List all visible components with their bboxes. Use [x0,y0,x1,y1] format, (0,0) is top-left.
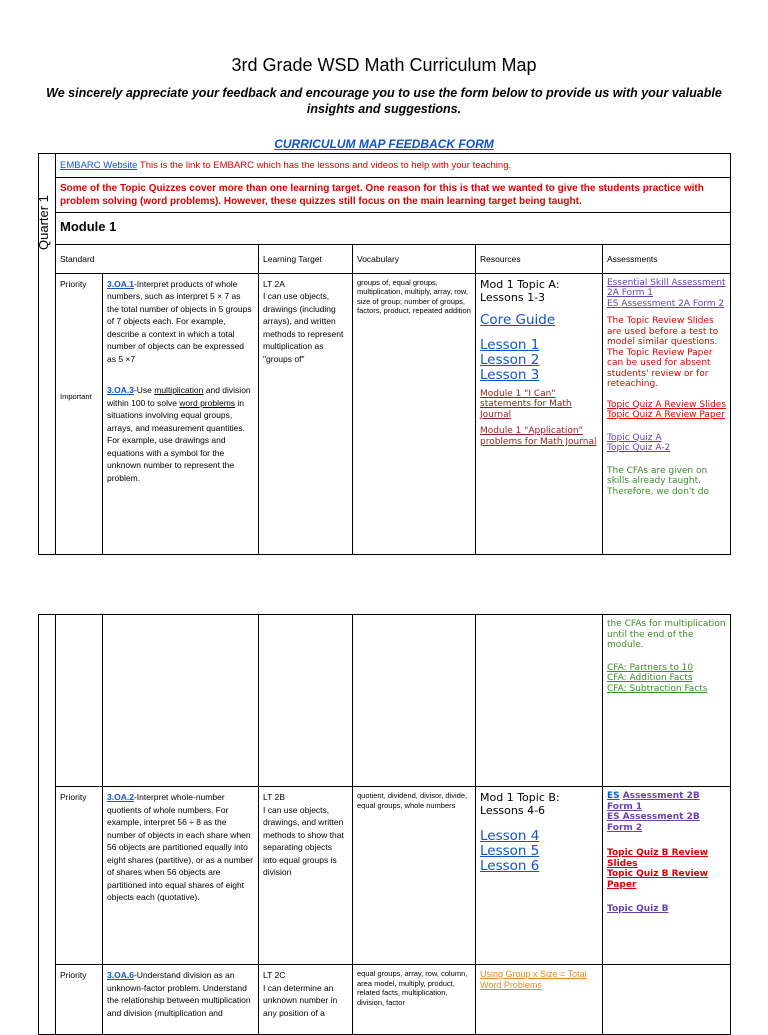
page-title: 3rd Grade WSD Math Curriculum Map [231,55,537,75]
resources-cell [476,273,603,554]
standard-3oa6-link[interactable]: 3.OA.6 [107,970,134,980]
i-can-statements-link[interactable]: Module 1 "I Can" statements for Math Journal [480,388,572,420]
standard-3oa2-link[interactable]: 3.OA.2 [107,792,134,802]
standard-3oa3: 3.OA.3-Use multiplication and division within 100 to solve word problems in situations involving equal groups, arrays, and measurement quantities. For example, use drawings and equations with a symbol for the unknown number to represent the problem. [107,385,251,483]
assessments-cell [603,273,731,554]
lesson-4-link[interactable]: Lesson 4 [480,828,540,844]
review-slides-note: The Topic Review Slides are used before a test to model similar questions. The Topic Review Paper can be used for absent students' review or for reteaching. [607,316,719,390]
quarter-label: Quarter 1 [36,195,51,250]
topic-quiz-b-review-slides-link[interactable]: Topic Quiz B Review Slides [607,848,709,869]
vocabulary-cell: groups of, equal groups, multiplication, multiply, array, row, size of group; number of groups, factors, product, repeated addition [353,273,476,554]
learning-target-cell-3 [259,965,353,1035]
important-label: Important [60,391,92,401]
lt-code: LT 2A [263,278,285,289]
priority-cell-3: Priority [56,965,103,1035]
curriculum-table-2 [38,614,731,1035]
topic-quiz-a2-link[interactable]: Topic Quiz A-2 [607,443,671,454]
es-assessment-2a-form2-link[interactable]: ES Assessment 2A Form 2 [607,298,725,309]
topic-quiz-a-review-slides-link[interactable]: Topic Quiz A Review Slides [607,399,727,410]
assessments-cell-continued [603,615,731,787]
word-problems-link[interactable]: word problems [179,397,236,408]
core-guide-link[interactable]: Core Guide [480,311,556,328]
resource-topic-2: Mod 1 Topic B: Lessons 4-6 [480,791,560,817]
resources-cell-3 [476,965,603,1035]
standard-3oa1-link[interactable]: 3.OA.1 [107,278,134,289]
application-problems-link[interactable]: Module 1 "Application" problems for Math Journal [480,426,597,447]
vocabulary-cell-2: quotient, dividend, divisor, divide, equal groups, whole numbers [353,787,476,965]
learning-target-cell-2 [259,787,353,965]
resource-topic: Mod 1 Topic A: Lessons 1-3 [480,277,560,304]
learning-target-cell [259,273,353,554]
embarc-link[interactable]: EMBARC Website [60,160,138,171]
lesson-6-link[interactable]: Lesson 6 [480,858,540,874]
header-vocabulary: Vocabulary [353,245,476,273]
lesson-5-link[interactable]: Lesson 5 [480,843,540,859]
cfa-note: The CFAs are given on skills already taught. Therefore, we don't do [607,465,709,497]
header-standard: Standard [56,245,259,273]
curriculum-table-1 [38,153,731,555]
quarter-cell-continued [39,615,56,1035]
priority-cell [56,273,103,554]
cfa-partners-link[interactable]: CFA: Partners to 10 [607,662,694,673]
priority-label: Priority [60,278,87,289]
lt-text-2: I can use objects, drawings, and written methods to show that separating objects into equal groups is division [263,804,344,877]
header-learning-target: Learning Target [259,245,353,273]
topic-quiz-a-link[interactable]: Topic Quiz A [607,432,662,443]
standard-cell [103,273,259,554]
assessments-cell-3 [603,965,731,1035]
es-assessment-2a-form1-link[interactable]: Essential Skill Assessment 2A Form 1 [607,277,726,299]
lt-code-3: LT 2C [263,970,286,980]
module-title: Module 1 [56,213,731,245]
standard-cell-2: 3.OA.2-Interpret whole-number quotients of whole numbers. For example, interpret 56 ÷ 8 as the number of objects in each share when 56 objects are partitioned equally into eight shares (partitive), or as a number of shares when 56 objects are partitioned into equal shares of eight objects each (quotative). [103,787,259,965]
lt-text: I can use objects, drawings (including arrays), and written methods to represent multiplication as "groups of" [263,291,344,364]
standard-3oa3-link[interactable]: 3.OA.3 [107,385,134,396]
lesson-3-link[interactable]: Lesson 3 [480,366,540,383]
lt-text-3: I can determine an unknown number in any position of a [263,982,338,1018]
lt-code-2: LT 2B [263,792,285,802]
header-assessments: Assessments [603,245,731,273]
resources-cell-2 [476,787,603,965]
topic-quiz-b-link[interactable]: Topic Quiz B [607,904,669,914]
lesson-1-link[interactable]: Lesson 1 [480,336,540,353]
feedback-form-link[interactable]: CURRICULUM MAP FEEDBACK FORM [274,137,494,151]
topic-quiz-b-review-paper-link[interactable]: Topic Quiz B Review Paper [607,869,709,890]
topic-quiz-a-review-paper-link[interactable]: Topic Quiz A Review Paper [607,410,725,421]
es-link-2b[interactable]: ES [607,791,620,801]
assessments-cell-2 [603,787,731,965]
quarter-label-cell [36,154,56,555]
vocabulary-cell-3: equal groups, array, row, column, area model, multiply, product, related facts, multiplication, division, factor [353,965,476,1035]
multiplication-link[interactable]: multiplication [154,385,204,396]
group-size-total-link[interactable]: Using Group x Size = Total Word Problems [480,969,587,990]
es-assessment-2b-form2-link[interactable]: ES Assessment 2B Form 2 [607,812,700,833]
lesson-2-link[interactable]: Lesson 2 [480,351,540,368]
page-subtitle: We sincerely appreciate your feedback and encourage you to use the form below to provide us with your valuable insights and suggestions. [46,86,722,116]
priority-cell-2: Priority [56,787,103,965]
embarc-row [56,154,731,178]
header-resources: Resources [476,245,603,273]
cfa-subtraction-link[interactable]: CFA: Subtraction Facts [607,683,708,694]
es-assessment-2b-form1-link[interactable]: Assessment 2B Form 1 [607,791,700,812]
notice-row: Some of the Topic Quizzes cover more than one learning target. One reason for this is that we wanted to give the students practice with problem solving (word problems). However, these quizzes still focus on the main learning target being taught. [56,178,731,213]
cfa-note-continued: the CFAs for multiplication until the end of the module. [607,619,726,650]
standard-3oa1: 3.OA.1-Interpret products of whole numbers, such as interpret 5 × 7 as the total number of objects in 5 groups of 7 objects each. For example, describe a context in which a total number of objects can be expressed as 5 ×7 [107,278,252,364]
embarc-desc: This is the link to EMBARC which has the lessons and videos to help with your teaching. [139,160,512,171]
cfa-addition-link[interactable]: CFA: Addition Facts [607,673,693,683]
standard-cell-3: 3.OA.6-Understand division as an unknown-factor problem. Understand the relationship between multiplication and division (multiplication and [103,965,259,1035]
